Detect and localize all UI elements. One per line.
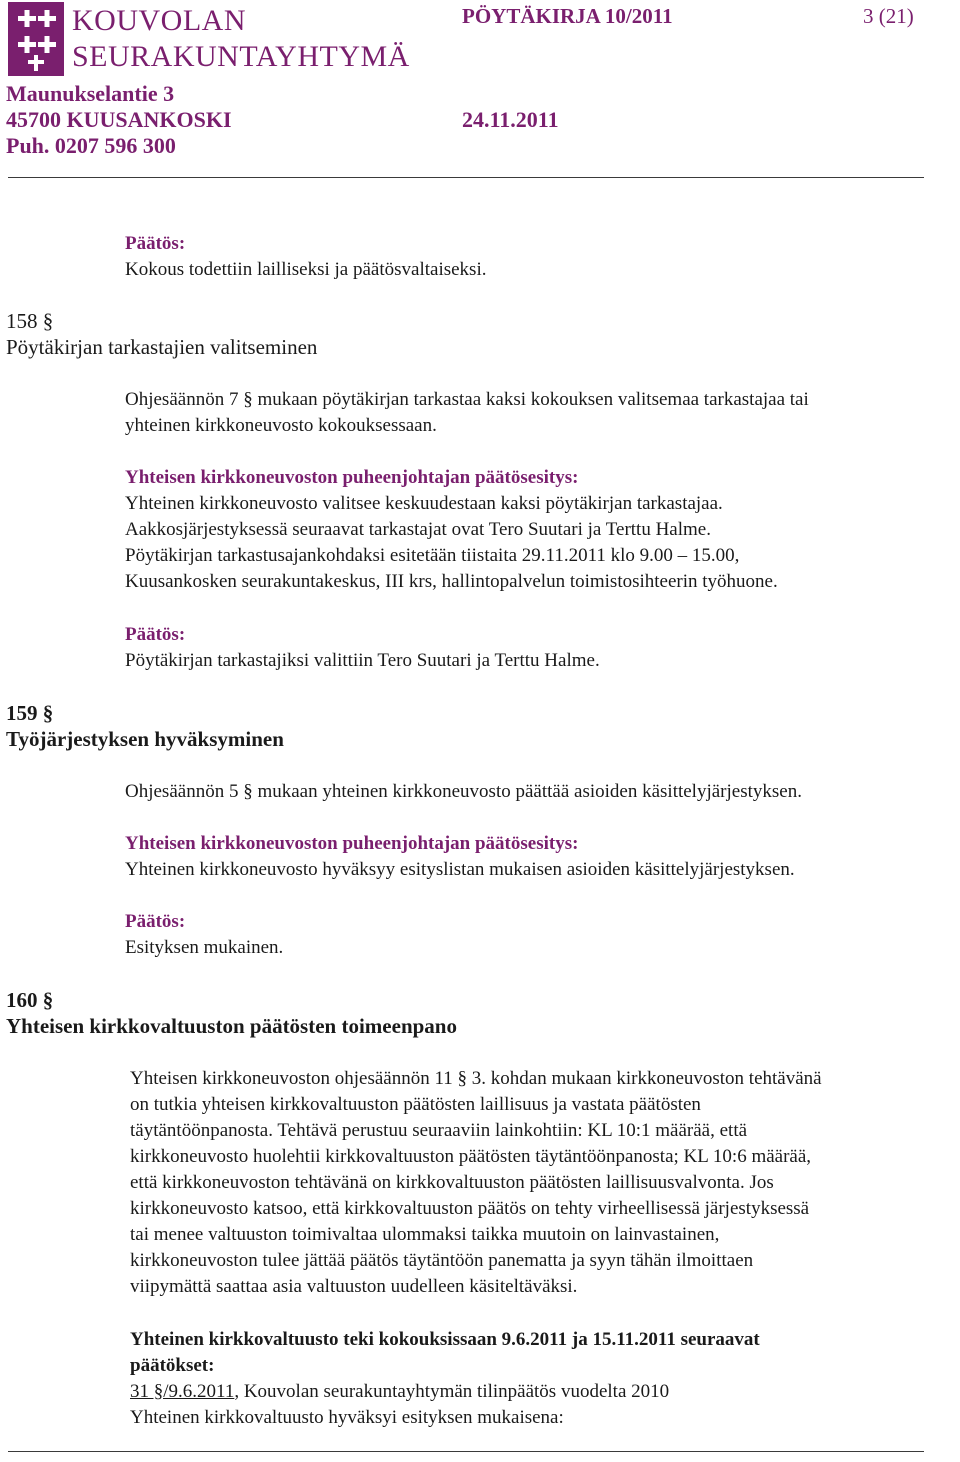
section-159-title: Työjärjestyksen hyväksyminen (6, 727, 284, 751)
s160-body-line: kirkkoneuvosto huolehtii kirkkovaltuuston päätösten täytäntöönpanosta; KL 10:6 määrää, (130, 1146, 812, 1167)
section-159-number: 159 § (6, 701, 54, 725)
s159-proposal: Yhteinen kirkkoneuvosto hyväksyy esityslistan mukaisen asioiden käsittelyjärjestyksen. (125, 859, 795, 880)
document-title: PÖYTÄKIRJA 10/2011 (462, 4, 673, 28)
s160-body-line: täytäntöönpanosta. Tehtävä perustuu seuraaviin lainkohtiin: KL 10:1 määrää, että (130, 1120, 748, 1141)
org-name-line1: KOUVOLAN (72, 4, 246, 37)
s158-proposal-line3: Pöytäkirjan tarkastusajankohdaksi esitetään tiistaita 29.11.2011 klo 9.00 – 15.00, (125, 545, 740, 566)
s158-intro-line1: Ohjesäännön 7 § mukaan pöytäkirjan tarkastaa kaksi kokouksen valitsemaa tarkastajaa tai (125, 389, 809, 410)
s159-decision-label: Päätös: (125, 911, 186, 932)
s160-body-line: tai menee valtuuston toimivaltaa ulommaksi taikka muutoin on lainvastainen, (130, 1224, 720, 1245)
s159-intro: Ohjesäännön 5 § mukaan yhteinen kirkkoneuvosto päättää asioiden käsittelyjärjestyksen. (125, 781, 802, 802)
s160-body-line: on tutkia yhteisen kirkkovaltuuston päätösten laillisuus ja vastata päätösten (130, 1094, 701, 1115)
s160-body-line: kirkkoneuvoston tulee jättää päätös täytäntöön panematta ja syyn tähän ilmoittaen (130, 1250, 754, 1271)
section-160-title: Yhteisen kirkkovaltuuston päätösten toimeenpano (6, 1014, 457, 1038)
phone-line: Puh. 0207 596 300 (6, 133, 176, 158)
s158-proposal-line1: Yhteinen kirkkoneuvosto valitsee keskuudestaan kaksi pöytäkirjan tarkastajaa. (125, 493, 723, 514)
decision-reference-link[interactable]: 31 §/9.6.2011 (130, 1381, 235, 1402)
s158-proposal-line2: Aakkosjärjestyksessä seuraavat tarkastajat ovat Tero Suutari ja Terttu Halme. (125, 519, 711, 540)
org-name-line2: SEURAKUNTAYHTYMÄ (72, 40, 410, 73)
section-160-number: 160 § (6, 988, 54, 1012)
s160-decisions-heading: Yhteinen kirkkovaltuusto teki kokouksissaan 9.6.2011 ja 15.11.2011 seuraavat (130, 1329, 760, 1350)
s158-decision-label: Päätös: (125, 624, 186, 645)
s160-body-line: viipymättä saattaa asia valtuuston uudelleen käsiteltäväksi. (130, 1276, 578, 1297)
decision-text: Kokous todettiin lailliseksi ja päätösvaltaiseksi. (125, 259, 487, 280)
s160-body-line: kirkkoneuvosto katsoo, että kirkkovaltuuston päätös on tehty virheellisessä järjestyksessä (130, 1198, 810, 1219)
s158-proposal-label: Yhteisen kirkkoneuvoston puheenjohtajan päätösesitys: (125, 467, 579, 488)
s160-body-line: Yhteisen kirkkoneuvoston ohjesäännön 11 § 3. kohdan mukaan kirkkoneuvoston tehtävänä (130, 1068, 822, 1089)
s160-body-line: että kirkkoneuvoston tehtävänä on kirkkovaltuuston päätösten laillisuusvalvonta. Jos (130, 1172, 774, 1193)
decision-label: Päätös: (125, 233, 186, 254)
cross-logo-icon (8, 2, 64, 76)
section-158-title: Pöytäkirjan tarkastajien valitseminen (6, 335, 318, 359)
s158-decision-text: Pöytäkirjan tarkastajiksi valittiin Tero Suutari ja Terttu Halme. (125, 650, 600, 671)
section-158-number: 158 § (6, 309, 54, 333)
postcode-line: 45700 KUUSANKOSKI (6, 107, 232, 132)
address-line: Maunukselantie 3 (6, 81, 175, 106)
s159-decision-text: Esityksen mukainen. (125, 937, 284, 958)
s158-intro-line2: yhteinen kirkkoneuvosto kokouksessaan. (125, 415, 437, 436)
s159-proposal-label: Yhteisen kirkkoneuvoston puheenjohtajan päätösesitys: (125, 833, 579, 854)
header-rule (8, 177, 924, 178)
meeting-date: 24.11.2011 (462, 107, 559, 132)
logo-emblem (8, 2, 64, 76)
page-number: 3 (21) (863, 4, 914, 28)
s160-last-line: Yhteinen kirkkovaltuusto hyväksyi esityksen mukaisena: (130, 1407, 564, 1428)
s158-proposal-line4: Kuusankosken seurakuntakeskus, III krs, hallintopalvelun toimistosihteerin työhuone. (125, 571, 778, 592)
s160-decisions-heading-2: päätökset: (130, 1355, 215, 1376)
decision-item-text: , Kouvolan seurakuntayhtymän tilinpäätös vuodelta 2010 (234, 1381, 670, 1402)
s160-decision-item (130, 1379, 669, 1405)
footer-rule (8, 1451, 924, 1452)
